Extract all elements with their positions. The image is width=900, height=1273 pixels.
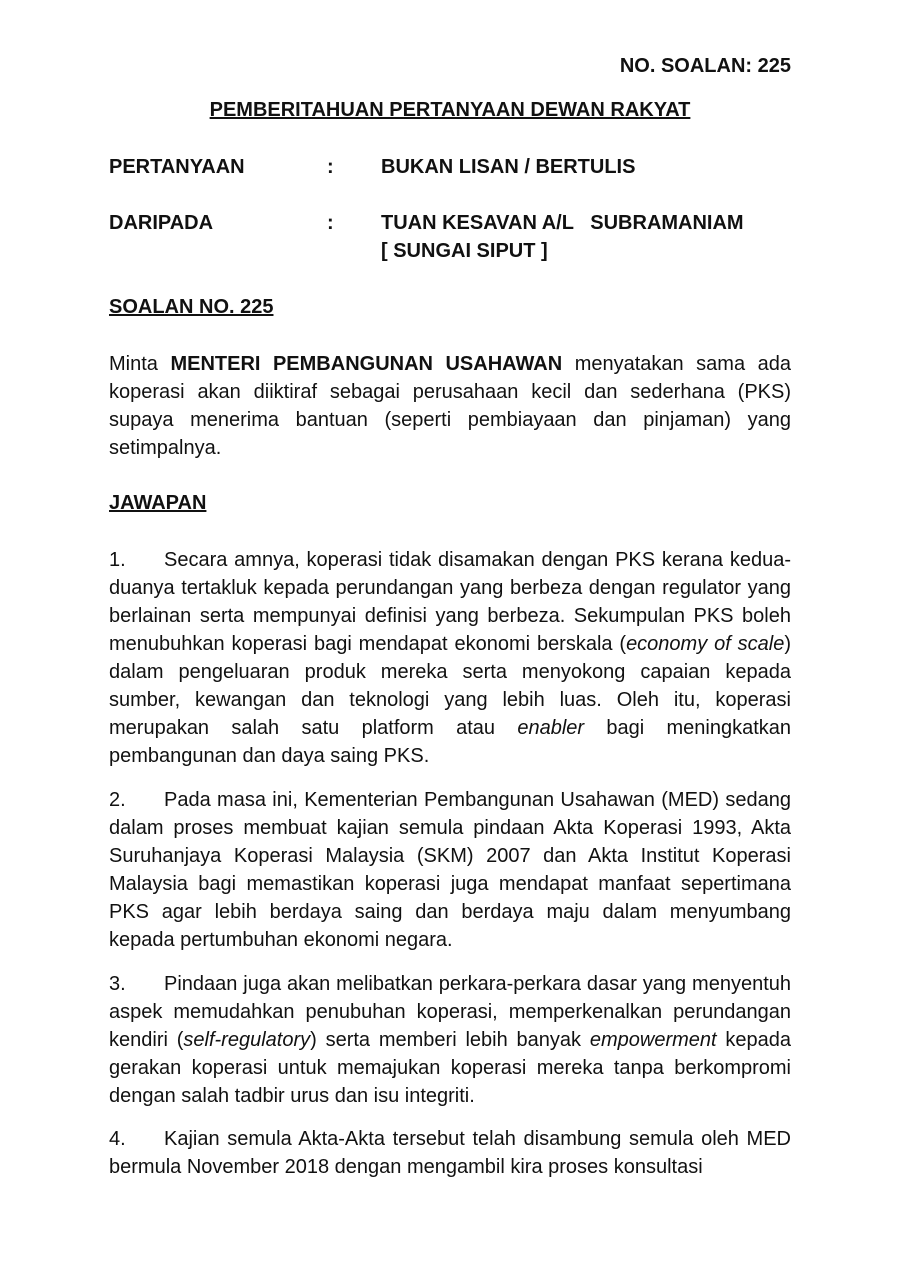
answer-paragraph-4	[109, 1125, 791, 1181]
daripada-value	[381, 209, 801, 265]
question-text	[109, 350, 791, 462]
question-heading: SOALAN NO. 225	[109, 296, 274, 318]
paragraph-number: 2.	[109, 789, 126, 811]
paragraph-text: ) serta memberi lebih banyak	[310, 1029, 590, 1051]
paragraph-text: bagi meningkatkan pembangunan dan daya saing PKS.	[109, 717, 791, 767]
question-number: NO. SOALAN: 225	[619, 55, 791, 77]
pertanyaan-value: BUKAN LISAN / BERTULIS	[381, 156, 636, 178]
paragraph-text: Secara amnya, koperasi tidak disamakan dengan PKS kerana kedua-duanya tertakluk kepada perundangan yang berbeza dengan regulator yang berlainan serta mempunyai definisi yang berbeza. Sekumpulan PKS boleh menubuhkan koperasi bagi mendapat ekonomi berskala (	[109, 549, 791, 655]
paragraph-number: 3.	[109, 973, 126, 995]
paragraph-italic-term: economy of scale	[626, 633, 785, 655]
pertanyaan-label: PERTANYAAN	[109, 156, 245, 178]
paragraph-italic-term: enabler	[517, 717, 585, 739]
question-text-post: menyatakan sama ada koperasi akan diiktiraf sebagai perusahaan kecil dan sederhana (PKS) supaya menerima bantuan (seperti pembiayaan dan pinjaman) yang setimpalnya.	[109, 353, 791, 459]
daripada-label: DARIPADA	[109, 212, 214, 234]
answer-paragraph-3	[109, 970, 791, 1110]
paragraph-text: Pindaan juga akan melibatkan perkara-perkara dasar yang menyentuh aspek memudahkan penubuhan koperasi, memperkenalkan perundangan kendiri (	[109, 973, 791, 1051]
answer-paragraph-2	[109, 786, 791, 954]
minister-name: MENTERI PEMBANGUNAN USAHAWAN	[170, 353, 563, 375]
paragraph-italic-term: empowerment	[589, 1029, 717, 1051]
answer-heading: JAWAPAN	[109, 492, 207, 514]
paragraph-italic-term: self-regulatory	[183, 1029, 311, 1051]
question-text-pre: Minta	[109, 353, 171, 375]
paragraph-text: Kajian semula Akta-Akta tersebut telah disambung semula oleh MED bermula November 2018 dengan mengambil kira proses konsultasi	[109, 1128, 791, 1178]
paragraph-text: Pada masa ini, Kementerian Pembangunan Usahawan (MED) sedang dalam proses membuat kajian semula pindaan Akta Koperasi 1993, Akta Suruhanjaya Koperasi Malaysia (SKM) 2007 dan Akta Institut Koperasi Malaysia bagi memastikan koperasi juga mendapat manfaat sepertimana PKS agar lebih berdaya saing dan berdaya maju dalam menyumbang kepada pertumbuhan ekonomi negara.	[109, 789, 791, 951]
pertanyaan-colon: :	[327, 156, 334, 178]
paragraph-number: 1.	[109, 549, 126, 571]
paragraph-number: 4.	[109, 1128, 126, 1150]
paragraph-text: ) dalam pengeluaran produk mereka serta menyokong capaian kepada sumber, kewangan dan teknologi yang lebih luas. Oleh itu, koperasi merupakan salah satu platform atau	[109, 633, 791, 739]
answer-paragraph-1	[109, 546, 791, 770]
daripada-colon: :	[327, 212, 334, 234]
daripada-name: TUAN KESAVAN A/L SUBRAMANIAM	[381, 212, 744, 234]
daripada-constituency: [ SUNGAI SIPUT ]	[381, 240, 548, 262]
paragraph-text: kepada gerakan koperasi untuk memajukan koperasi mereka tanpa berkompromi dengan salah tadbir urus dan isu integriti.	[109, 1029, 791, 1107]
document-title: PEMBERITAHUAN PERTANYAAN DEWAN RAKYAT	[209, 99, 691, 121]
